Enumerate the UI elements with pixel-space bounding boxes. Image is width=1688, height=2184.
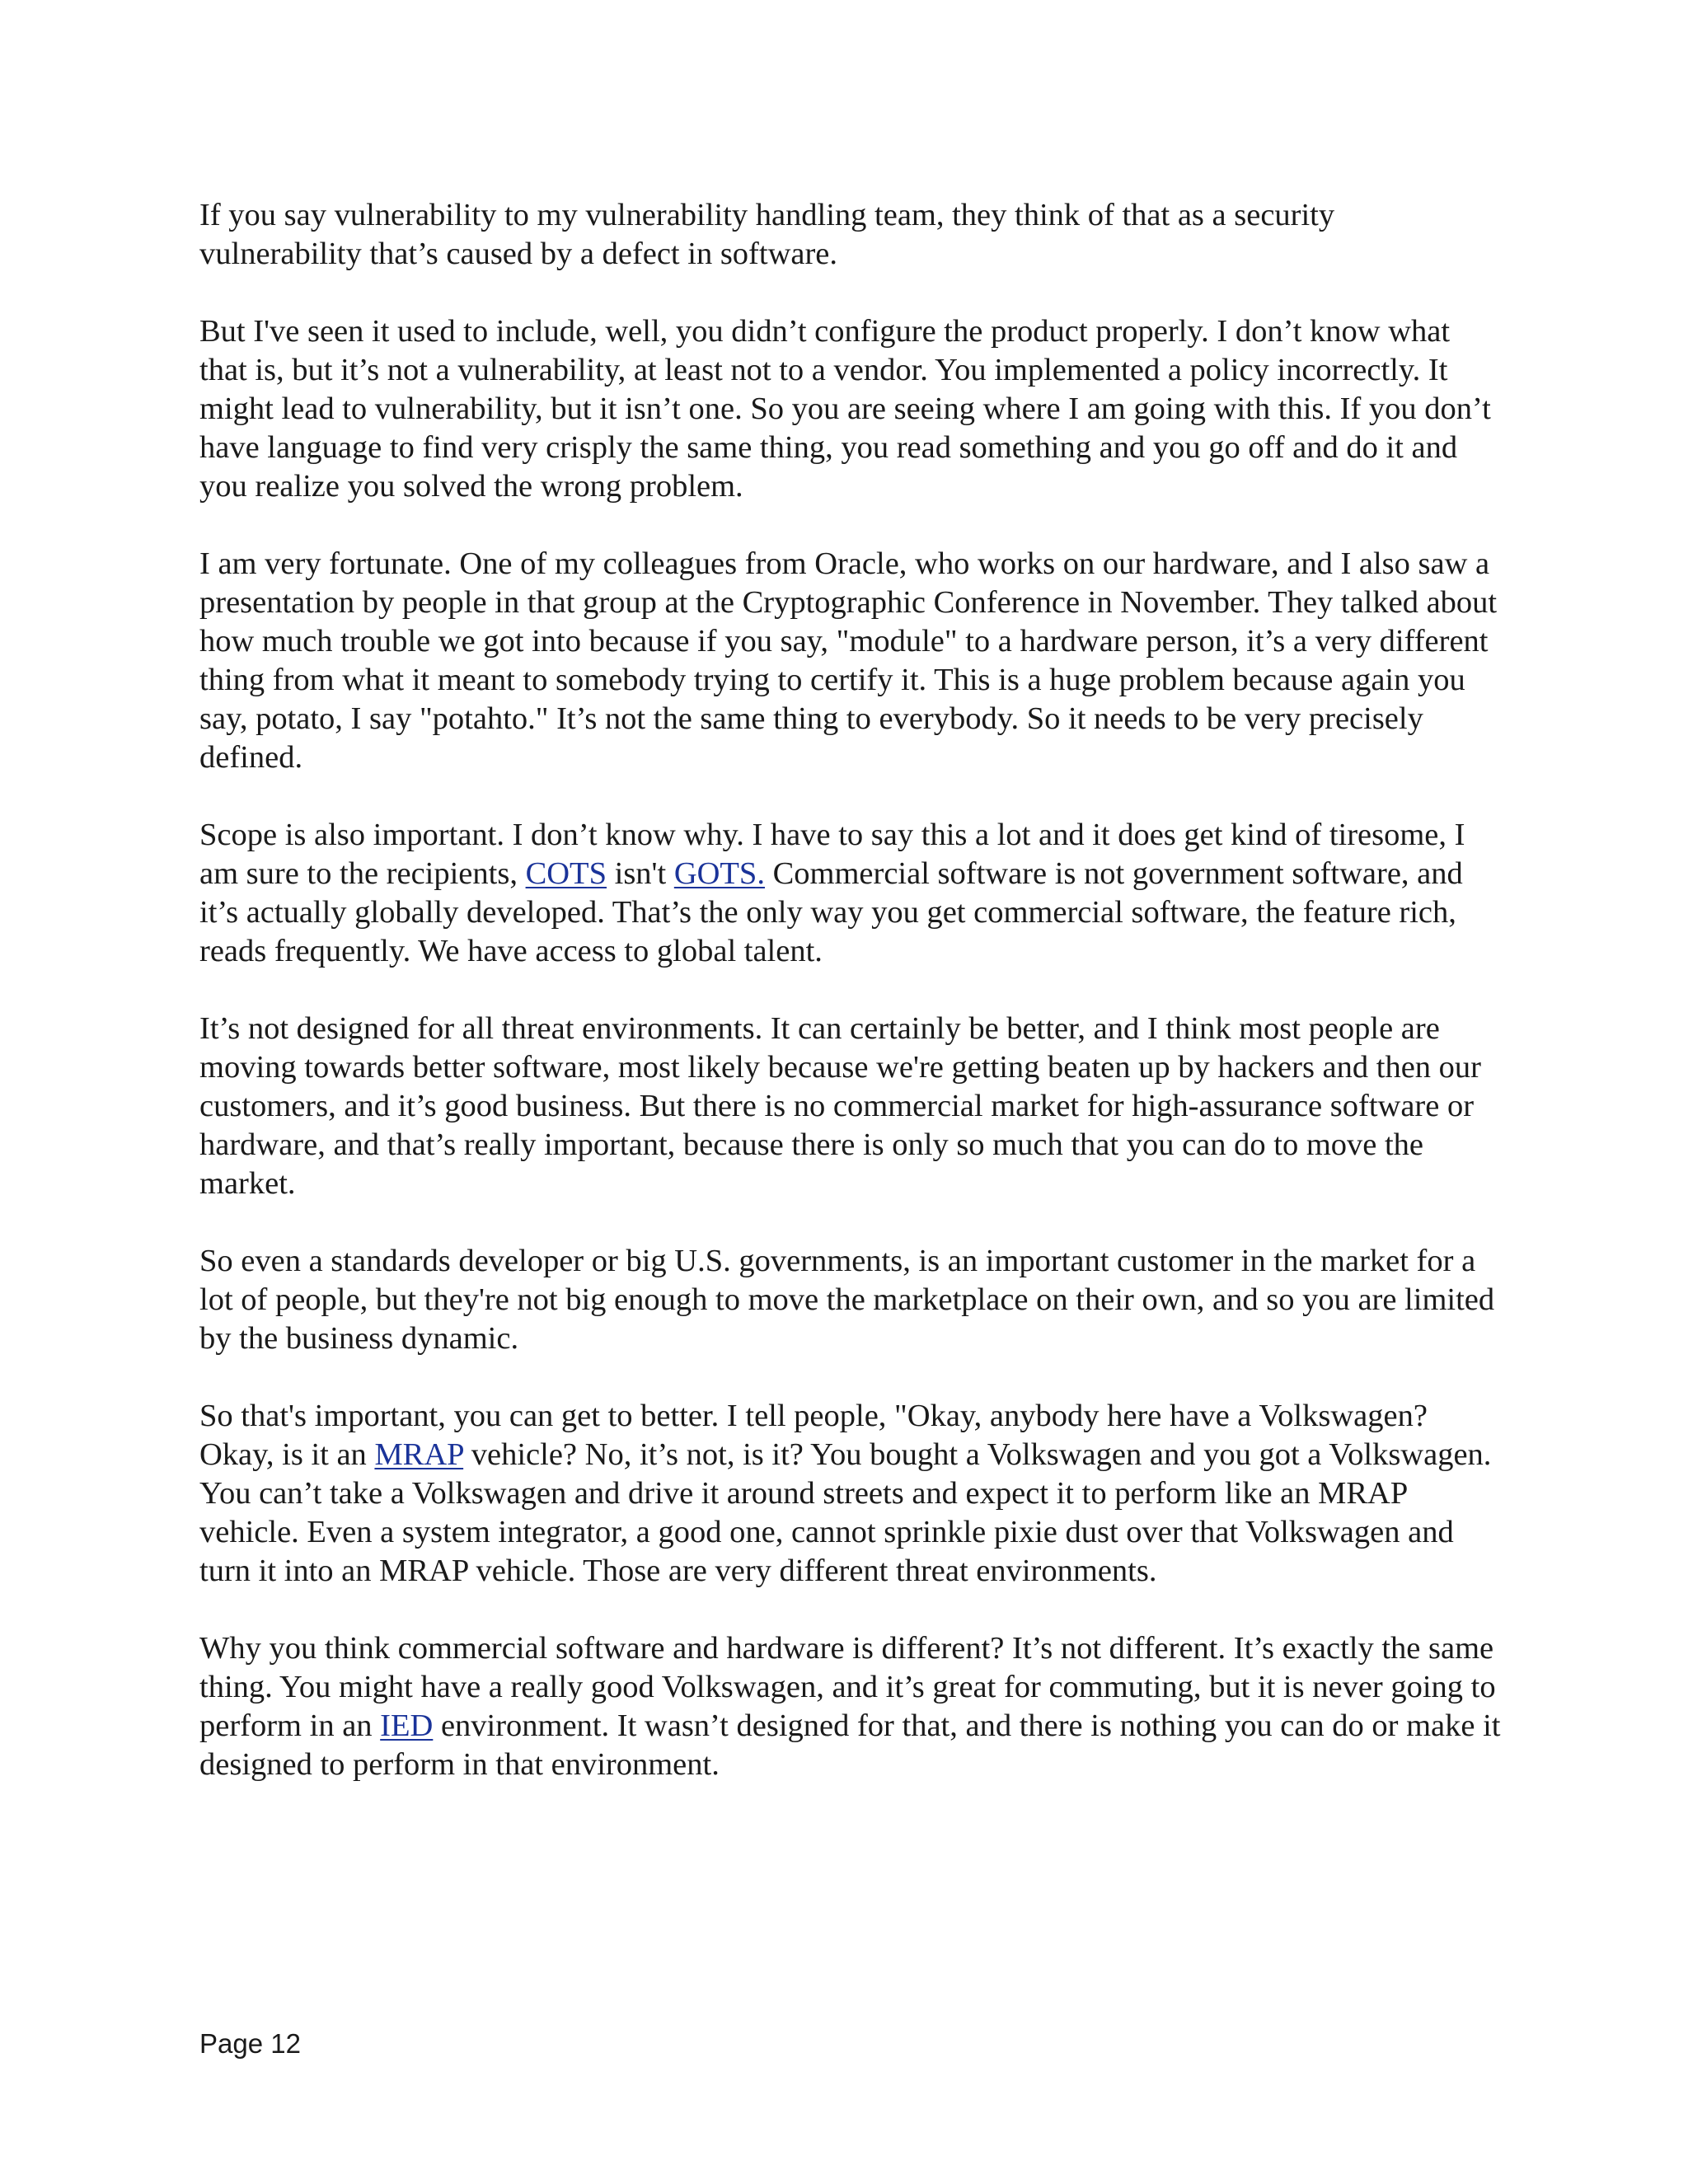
paragraph — [199, 1629, 1502, 1784]
link-ied[interactable]: IED — [380, 1708, 434, 1743]
paragraph — [199, 545, 1502, 777]
paragraph — [199, 312, 1502, 506]
paragraph-text: I am very fortunate. One of my colleagues from Oracle, who works on our hardware, and I also saw a presentation by people in that group at the Cryptographic Conference in November. They talked about how much trouble we got into because if you say, "module" to a hardware person, it’s a very different thing from what it meant to somebody trying to certify it. This is a huge problem because again you say, potato, I say "potahto." It’s not the same thing to everybody. So it needs to be very precisely defined. — [199, 546, 1498, 775]
paragraph-text: vehicle? No, it’s not, is it? You bought a Volkswagen and you got a Volkswagen. You can’t take a Volkswagen and drive it around streets and expect it to perform like an MRAP vehicle. Even a system integrator, a good one, cannot sprinkle pixie dust over that Volkswagen and turn it into an MRAP vehicle. Those are very different threat environments. — [199, 1437, 1492, 1588]
paragraph-text: environment. It wasn’t designed for that, and there is nothing you can do or make it designed to perform in that environment. — [199, 1708, 1501, 1782]
paragraph-text: Why you think commercial software and hardware is different? It’s not different. It’s exactly the same thing. You might have a really good Volkswagen, and it’s great for commuting, but it is never going to perform in an — [199, 1631, 1496, 1743]
paragraph-text: isn't — [607, 856, 674, 891]
paragraph-text: It’s not designed for all threat environments. It can certainly be better, and I think most people are moving towards better software, most likely because we're getting beaten up by hackers and then our customers, and it’s good business. But there is no commercial market for high-assurance software or hardware, and that’s really important, because there is only so much that you can do to move the market. — [199, 1011, 1482, 1201]
link-gots[interactable]: GOTS. — [673, 856, 765, 891]
link-mrap[interactable]: MRAP — [374, 1437, 464, 1472]
paragraph-text: If you say vulnerability to my vulnerability handling team, they think of that as a security vulnerability that’s caused by a defect in software. — [199, 198, 1335, 271]
paragraph — [199, 1242, 1502, 1358]
paragraph — [199, 1010, 1502, 1203]
link-cots[interactable]: COTS — [525, 856, 607, 891]
paragraph-text: So that's important, you can get to better. I tell people, "Okay, anybody here have a Volkswagen? Okay, is it an — [199, 1399, 1428, 1472]
document-body — [199, 196, 1502, 1784]
paragraph — [199, 816, 1502, 971]
page-number: Page 12 — [199, 2028, 301, 2059]
paragraph-text: Scope is also important. I don’t know why. I have to say this a lot and it does get kind of tiresome, I am sure to the recipients, — [199, 818, 1465, 891]
paragraph-text: Commercial software is not government software, and it’s actually globally developed. That’s the only way you get commercial software, the feature rich, reads frequently. We have access to global talent. — [199, 856, 1463, 968]
paragraph-text: But I've seen it used to include, well, you didn’t configure the product properly. I don’t know what that is, but it’s not a vulnerability, at least not to a vendor. You implemented a policy incorrectly. It might lead to vulnerability, but it isn’t one. So you are seeing where I am going with this. If you don’t have language to find very crisply the same thing, you read something and you go off and do it and you realize you solved the wrong problem. — [199, 314, 1491, 504]
paragraph — [199, 196, 1502, 274]
paragraph-text: So even a standards developer or big U.S. governments, is an important customer in the market for a lot of people, but they're not big enough to move the marketplace on their own, and so you are limited by the business dynamic. — [199, 1244, 1495, 1356]
paragraph — [199, 1397, 1502, 1591]
